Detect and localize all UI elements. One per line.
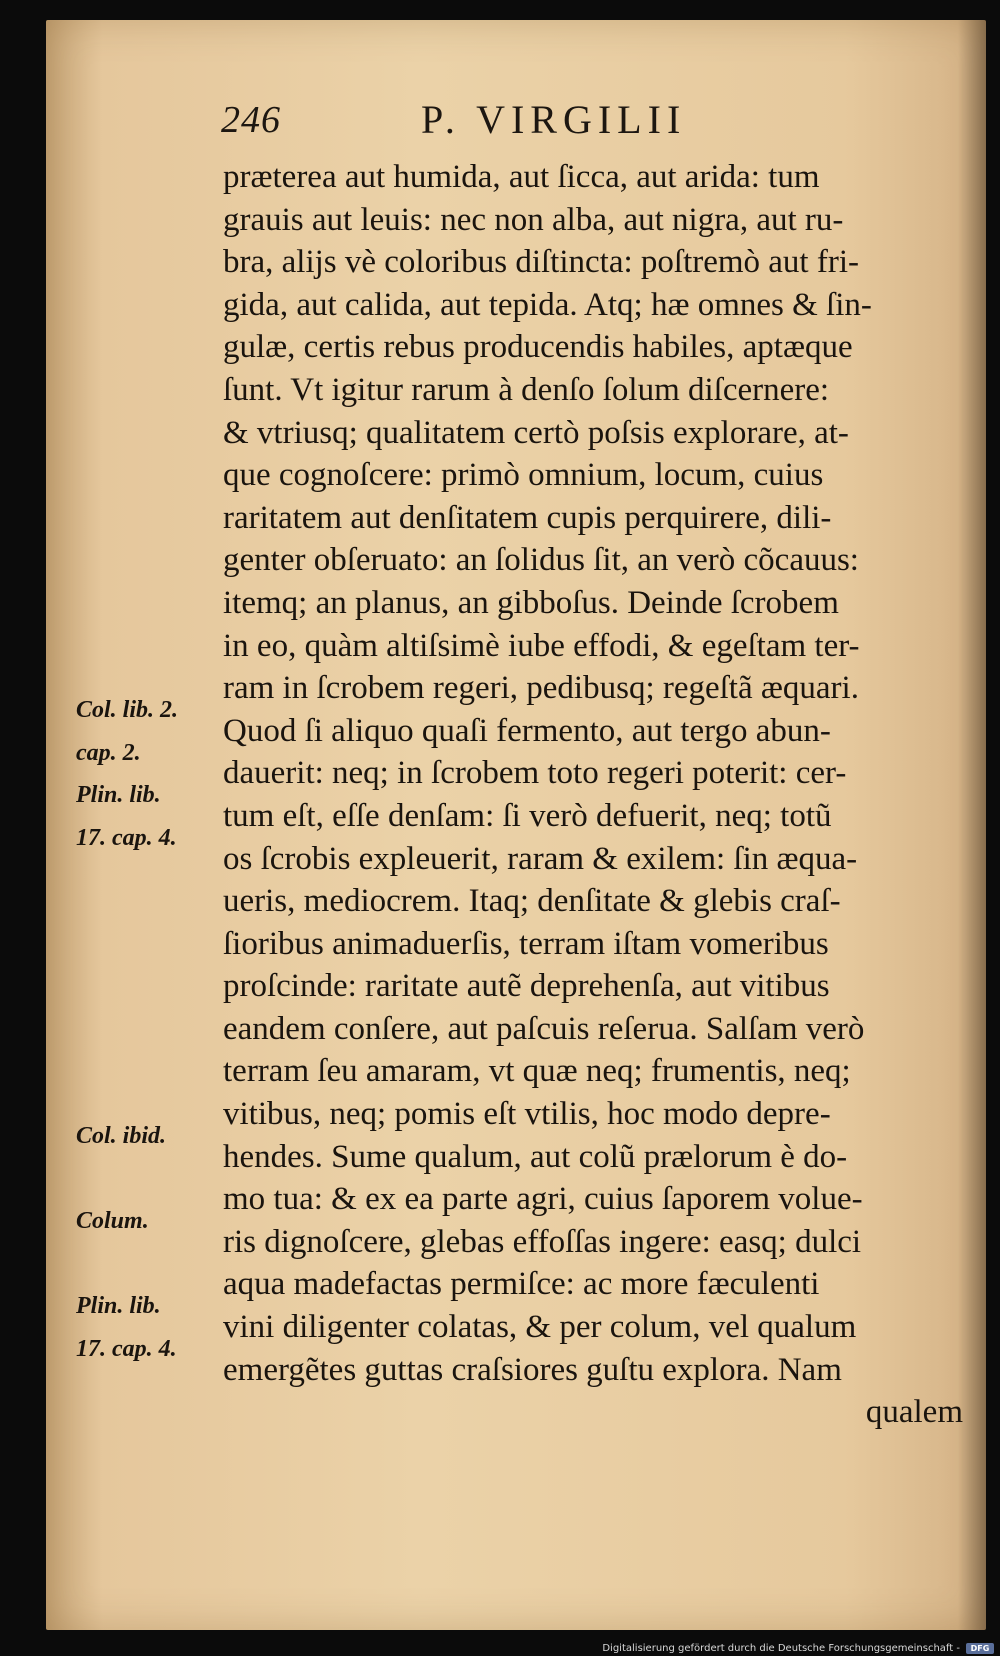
text-line: hendes. Sume qualum, aut colũ prælorum è do- [223, 1138, 848, 1175]
text-line: eandem conſere, aut paſcuis reſerua. Salſam verò [223, 1010, 865, 1047]
marginal-note-line: Col. ibid. [76, 1123, 167, 1149]
footer-bar [0, 1641, 1000, 1656]
marginal-note [76, 1115, 221, 1158]
body-text [223, 156, 993, 1434]
text-line: gida, aut calida, aut tepida. Atq; hæ omnes & ſin- [223, 286, 872, 323]
catchword: qualem [865, 1394, 963, 1431]
marginal-note-line: Colum. [76, 1208, 149, 1234]
text-line: ſunt. Vt igitur rarum à denſo ſolum diſcernere: [223, 371, 830, 408]
text-line: vini diligenter colatas, & per colum, vel qualum [223, 1309, 857, 1346]
text-line: ris dignoſcere, glebas effoſſas ingere: easq; dulci [223, 1223, 862, 1260]
marginal-note-line: Plin. lib. [76, 782, 161, 808]
running-head: P. VIRGILII [421, 97, 687, 142]
text-line: aqua madefactas permiſce: ac more fæculenti [223, 1266, 820, 1303]
marginal-note-line: Plin. lib. [76, 1293, 161, 1319]
text-line: ſioribus animaduerſis, terram iſtam vomeribus [223, 925, 829, 962]
text-line: ram in ſcrobem regeri, pedibusq; regeſtã æquari. [223, 670, 859, 707]
text-line: proſcinde: raritate autẽ deprehenſa, aut vitibus [223, 968, 830, 1005]
page-number: 246 [221, 99, 281, 141]
dfg-logo: DFG [966, 1643, 994, 1654]
text-line: in eo, quàm altiſsimè iube effodi, & egeſtam ter- [223, 627, 860, 664]
marginal-note-line: cap. 2. [76, 739, 141, 766]
text-line: raritatem aut denſitatem cupis perquirere, dili- [223, 499, 832, 536]
text-line: præterea aut humida, aut ſicca, aut arida: tum [223, 159, 820, 195]
marginal-note-line: 17. cap. 4. [76, 824, 177, 851]
text-line: Quod ſi aliquo quaſi fermento, aut tergo abun- [223, 712, 831, 749]
text-line: genter obſeruato: an ſolidus ſit, an verò cõcauus: [223, 542, 859, 579]
text-line: & vtriusq; qualitatem certò poſsis explorare, at- [223, 414, 849, 451]
text-line: gulæ, certis rebus producendis habiles, aptæque [223, 329, 853, 366]
text-line: ueris, mediocrem. Itaq; denſitate & glebis craſ- [223, 883, 841, 920]
text-line: bra, alijs vè coloribus diſtincta: poſtremò aut fri- [223, 244, 859, 281]
marginal-note-line: Col. lib. 2. [76, 697, 179, 723]
marginal-note [76, 689, 221, 774]
marginal-note [76, 1200, 221, 1243]
text-line: emergẽtes guttas craſsiores guſtu explora. Nam [223, 1351, 842, 1388]
funding-credit: Digitalisierung gefördert durch die Deutsche Forschungsgemeinschaft - [602, 1643, 960, 1654]
text-line: vitibus, neq; pomis eſt vtilis, hoc modo depre- [223, 1096, 831, 1133]
text-line: dauerit: neq; in ſcrobem toto regeri poterit: cer- [223, 755, 847, 792]
text-line: terram ſeu amaram, vt quæ neq; frumentis, neq; [223, 1053, 851, 1090]
marginal-note-line: 17. cap. 4. [76, 1335, 177, 1362]
page-header [221, 92, 781, 152]
book-page [46, 20, 986, 1630]
text-line: que cognoſcere: primò omnium, locum, cuius [223, 457, 824, 494]
text-line: mo tua: & ex ea parte agri, cuius ſaporem volue- [223, 1181, 863, 1218]
text-line: itemq; an planus, an gibboſus. Deinde ſcrobem [223, 584, 839, 621]
marginal-note [76, 1285, 221, 1370]
text-line: tum eſt, eſſe denſam: ſi verò defuerit, neq; totũ [223, 797, 832, 834]
text-line: os ſcrobis expleuerit, raram & exilem: ſin æqua- [223, 840, 858, 877]
text-line: grauis aut leuis: nec non alba, aut nigra, aut ru- [223, 201, 844, 238]
marginal-note [76, 774, 221, 859]
